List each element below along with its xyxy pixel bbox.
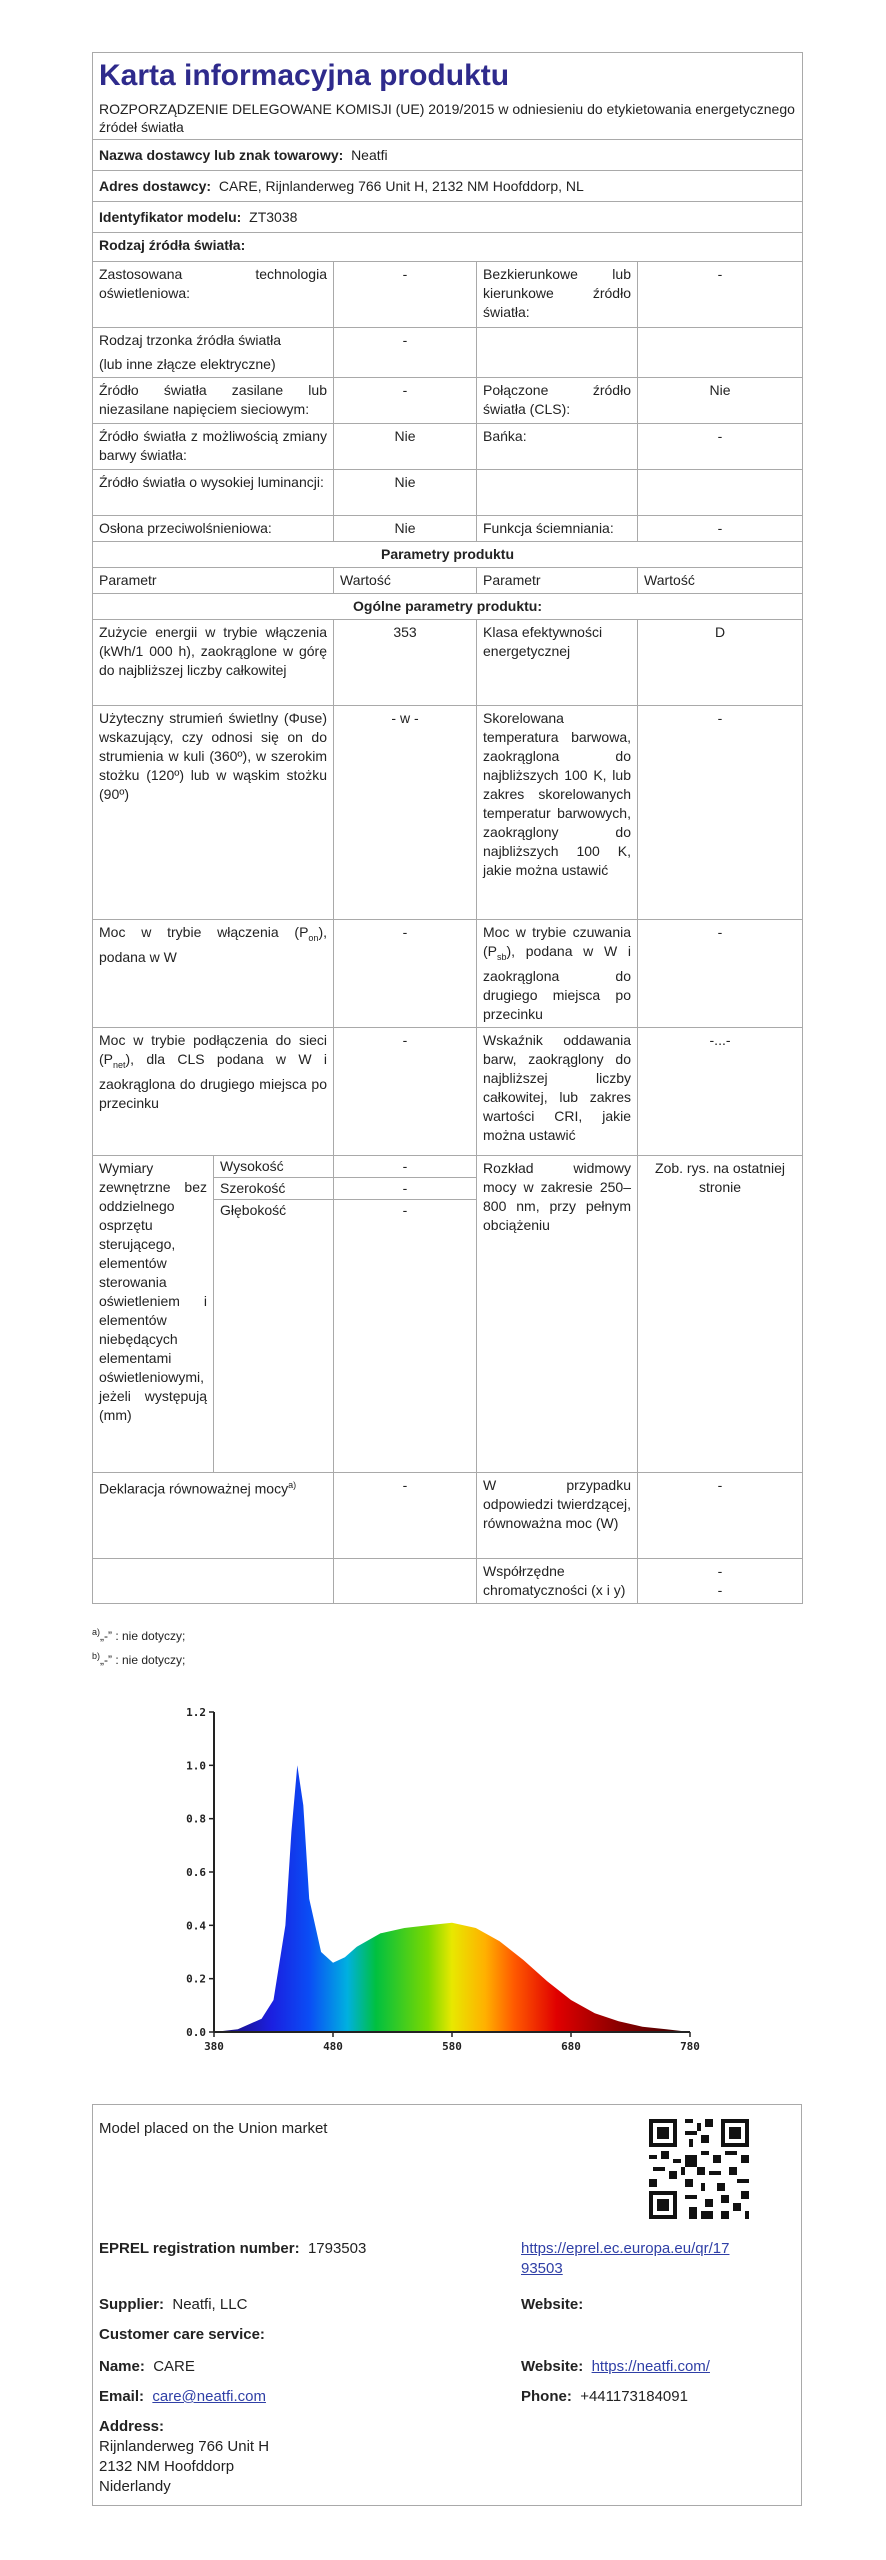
height-value: - — [334, 1156, 477, 1178]
address-label: Adres dostawcy: — [99, 178, 212, 194]
mains-label: Źródło światła zasilane lub niezasilane napięciem sieciowym: — [93, 378, 334, 424]
regulation-subtitle: ROZPORZĄDZENIE DELEGOWANE KOMISJI (UE) 2019/2015 w odniesieniu do etykietowania energetycznego źródeł światła — [93, 97, 803, 140]
y-tick-label: 0.4 — [186, 1919, 206, 1933]
cct-value: - — [638, 706, 803, 920]
width-value: - — [334, 1178, 477, 1200]
col-header-param: Parametr — [93, 568, 334, 594]
chart-plot-area — [186, 1706, 700, 2053]
bulb-label: Bańka: — [477, 424, 638, 470]
directional-label: Bezkierunkowe lub kierunkowe źródło światła: — [477, 262, 638, 328]
y-tick-label: 1.2 — [186, 1706, 206, 1719]
width-label: Szerokość — [214, 1178, 334, 1200]
care-email: Email: care@neatfi.com — [99, 2388, 266, 2405]
col-header-param2: Parametr — [477, 568, 638, 594]
bulb-value: - — [638, 424, 803, 470]
efficiency-class-value: D — [638, 620, 803, 706]
high-luminance-label: Źródło światła o wysokiej luminancji: — [93, 470, 334, 516]
spectral-power-distribution-chart — [170, 1700, 710, 2060]
address-row — [93, 171, 803, 202]
eprel-website-label: Website: — [521, 2296, 584, 2313]
product-parameters-header: Parametry produktu — [93, 542, 803, 568]
col-header-value: Wartość — [334, 568, 477, 594]
empty-cell — [477, 328, 638, 378]
mains-value: - — [334, 378, 477, 424]
tunable-label: Źródło światła z możliwością zmiany barwy światła: — [93, 424, 334, 470]
empty-cell — [638, 470, 803, 516]
spectral-distribution-label: Rozkład widmowy mocy w zakresie 250–800 nm, przy pełnym obciążeniu — [477, 1156, 638, 1473]
technology-label: Zastosowana technologia oświetleniowa: — [93, 262, 334, 328]
supplier-label: Nazwa dostawcy lub znak towarowy: — [99, 147, 344, 163]
luminous-flux-value: - w - — [334, 706, 477, 920]
directional-value: - — [638, 262, 803, 328]
on-mode-power-label: Moc w trybie włączenia $(P_{on})$, podana w W — [93, 920, 334, 1028]
product-information-sheet — [92, 52, 802, 1604]
eprel-registration: EPREL registration number: 1793503 — [99, 2240, 367, 2257]
equivalent-power-label: Deklaracja równoważnej mocy$^{a)}$ — [93, 1473, 334, 1559]
eprel-info-box — [92, 2104, 802, 2506]
energy-consumption-value: 353 — [334, 620, 477, 706]
website-link[interactable]: https://neatfi.com/ — [591, 2358, 710, 2375]
standby-power-value: - — [638, 920, 803, 1028]
y-tick-label: 0.2 — [186, 1972, 206, 1986]
care-address: Address: Rijnlanderweg 766 Unit H 2132 NM Hoofddorp Niderlandy — [99, 2418, 270, 2495]
cct-label: Skorelowana temperatura barwowa, zaokrąglona do najbliższych 100 K, lub zakres skorelowanych temperatur barwowych, zaokrąglony do najbliższych 100 K, jakie można ustawić — [477, 706, 638, 920]
chromaticity-label: Współrzędne chromatyczności (x i y) — [477, 1559, 638, 1604]
address-value: CARE, Rijnlanderweg 766 Unit H, 2132 NM Hoofddorp, NL — [218, 178, 584, 194]
cap-type-label-line1: Rodzaj trzonka źródła światła — [99, 332, 282, 348]
col-header-value2: Wartość — [638, 568, 803, 594]
high-luminance-value: Nie — [334, 470, 477, 516]
source-type-header: Rodzaj źródła światła: — [93, 233, 803, 262]
height-label: Wysokość — [214, 1156, 334, 1178]
cls-value: Nie — [638, 378, 803, 424]
energy-consumption-label: Zużycie energii w trybie włączenia (kWh/1 000 h), zaokrąglone w górę do najbliższej liczby całkowitej — [93, 620, 334, 706]
cri-value: -...- — [638, 1028, 803, 1156]
customer-care-label: Customer care service: — [99, 2326, 265, 2343]
x-tick-label: 780 — [680, 2040, 700, 2053]
network-power-value: - — [334, 1028, 477, 1156]
luminous-flux-label: Użyteczny strumień świetlny (Φuse) wskazujący, czy odnosi się on do strumienia w kuli (360º), w szerokim stożku (120º) lub w wąskim stożku (90º) — [93, 706, 334, 920]
care-website: Website: https://neatfi.com/ — [521, 2358, 710, 2375]
efficiency-class-label: Klasa efektywności energetycznej — [477, 620, 638, 706]
spectrum-area — [214, 1765, 690, 2032]
x-tick-label: 380 — [204, 2040, 224, 2053]
glare-shield-value: Nie — [334, 516, 477, 542]
cap-type-value: - — [334, 328, 477, 378]
footnote-b: $^{b)}$„-” : nie dotyczy; — [92, 1651, 186, 1667]
model-value: ZT3038 — [249, 209, 298, 225]
empty-cell — [93, 1559, 334, 1604]
empty-cell — [477, 470, 638, 516]
x-tick-label: 480 — [323, 2040, 343, 2053]
on-mode-power-value: - — [334, 920, 477, 1028]
y-tick-label: 0.6 — [186, 1866, 206, 1879]
footnote-a: $^{a)}$„-” : nie dotyczy; — [92, 1627, 186, 1643]
model-label: Identyfikator modelu: — [99, 209, 242, 225]
eprel-supplier: Supplier: Neatfi, LLC — [99, 2296, 248, 2313]
union-market-text: Model placed on the Union market — [99, 2120, 328, 2137]
care-phone: Phone: +441173184091 — [521, 2388, 688, 2405]
standby-power-label: Moc w trybie czuwania $(P_{sb})$, podana w W i zaokrąglona do drugiego miejsca po przecinku — [477, 920, 638, 1028]
eprel-url-link[interactable]: https://eprel.ec.europa.eu/qr/17 93503 — [521, 2240, 730, 2277]
glare-shield-label: Osłona przeciwolśnieniowa: — [93, 516, 334, 542]
x-tick-label: 680 — [561, 2040, 581, 2053]
y-tick-label: 0.8 — [186, 1812, 206, 1826]
technology-value: - — [334, 262, 477, 328]
model-row — [93, 202, 803, 233]
cri-label: Wskaźnik oddawania barw, zaokrąglony do najbliższej liczby całkowitej, lub zakres wartości CRI, jakie można ustawić — [477, 1028, 638, 1156]
depth-value: - — [334, 1200, 477, 1473]
qr-code-icon — [649, 2119, 749, 2219]
depth-label: Głębokość — [214, 1200, 334, 1473]
cls-label: Połączone źródło światła (CLS): — [477, 378, 638, 424]
tunable-value: Nie — [334, 424, 477, 470]
dimmable-label: Funkcja ściemniania: — [477, 516, 638, 542]
x-tick-label: 580 — [442, 2040, 462, 2053]
empty-cell — [334, 1559, 477, 1604]
cap-type-label-line2: (lub inne złącze elektryczne) — [99, 356, 276, 372]
y-tick-label: 1.0 — [186, 1759, 206, 1773]
y-tick-label: 0.0 — [186, 2026, 206, 2039]
email-link[interactable]: care@neatfi.com — [152, 2388, 266, 2405]
dimensions-label: Wymiary zewnętrzne bez oddzielnego osprzętu sterującego, elementów sterowania oświetleniem i elementów niebędących elementami oświetleniowymi, jeżeli występują (mm) — [93, 1156, 214, 1473]
supplier-row — [93, 140, 803, 171]
cap-type-label — [93, 328, 334, 378]
dimmable-value: - — [638, 516, 803, 542]
equivalent-watt-value: - — [638, 1473, 803, 1559]
empty-cell — [638, 328, 803, 378]
supplier-value: Neatfi — [351, 147, 388, 163]
care-name: Name: CARE — [99, 2358, 195, 2375]
chromaticity-value: - - — [638, 1559, 803, 1604]
network-power-label: Moc w trybie podłączenia do sieci $(P_{net})$, dla CLS podana w W i zaokrąglona do drugiego miejsca po przecinku — [93, 1028, 334, 1156]
general-parameters-header: Ogólne parametry produktu: — [93, 594, 803, 620]
equivalent-power-value: - — [334, 1473, 477, 1559]
spectral-distribution-value: Zob. rys. na ostatniej stronie — [638, 1156, 803, 1473]
page-title: Karta informacyjna produktu — [93, 53, 803, 98]
info-table — [92, 52, 803, 1604]
equivalent-watt-label: W przypadku odpowiedzi twierdzącej, równoważna moc (W) — [477, 1473, 638, 1559]
